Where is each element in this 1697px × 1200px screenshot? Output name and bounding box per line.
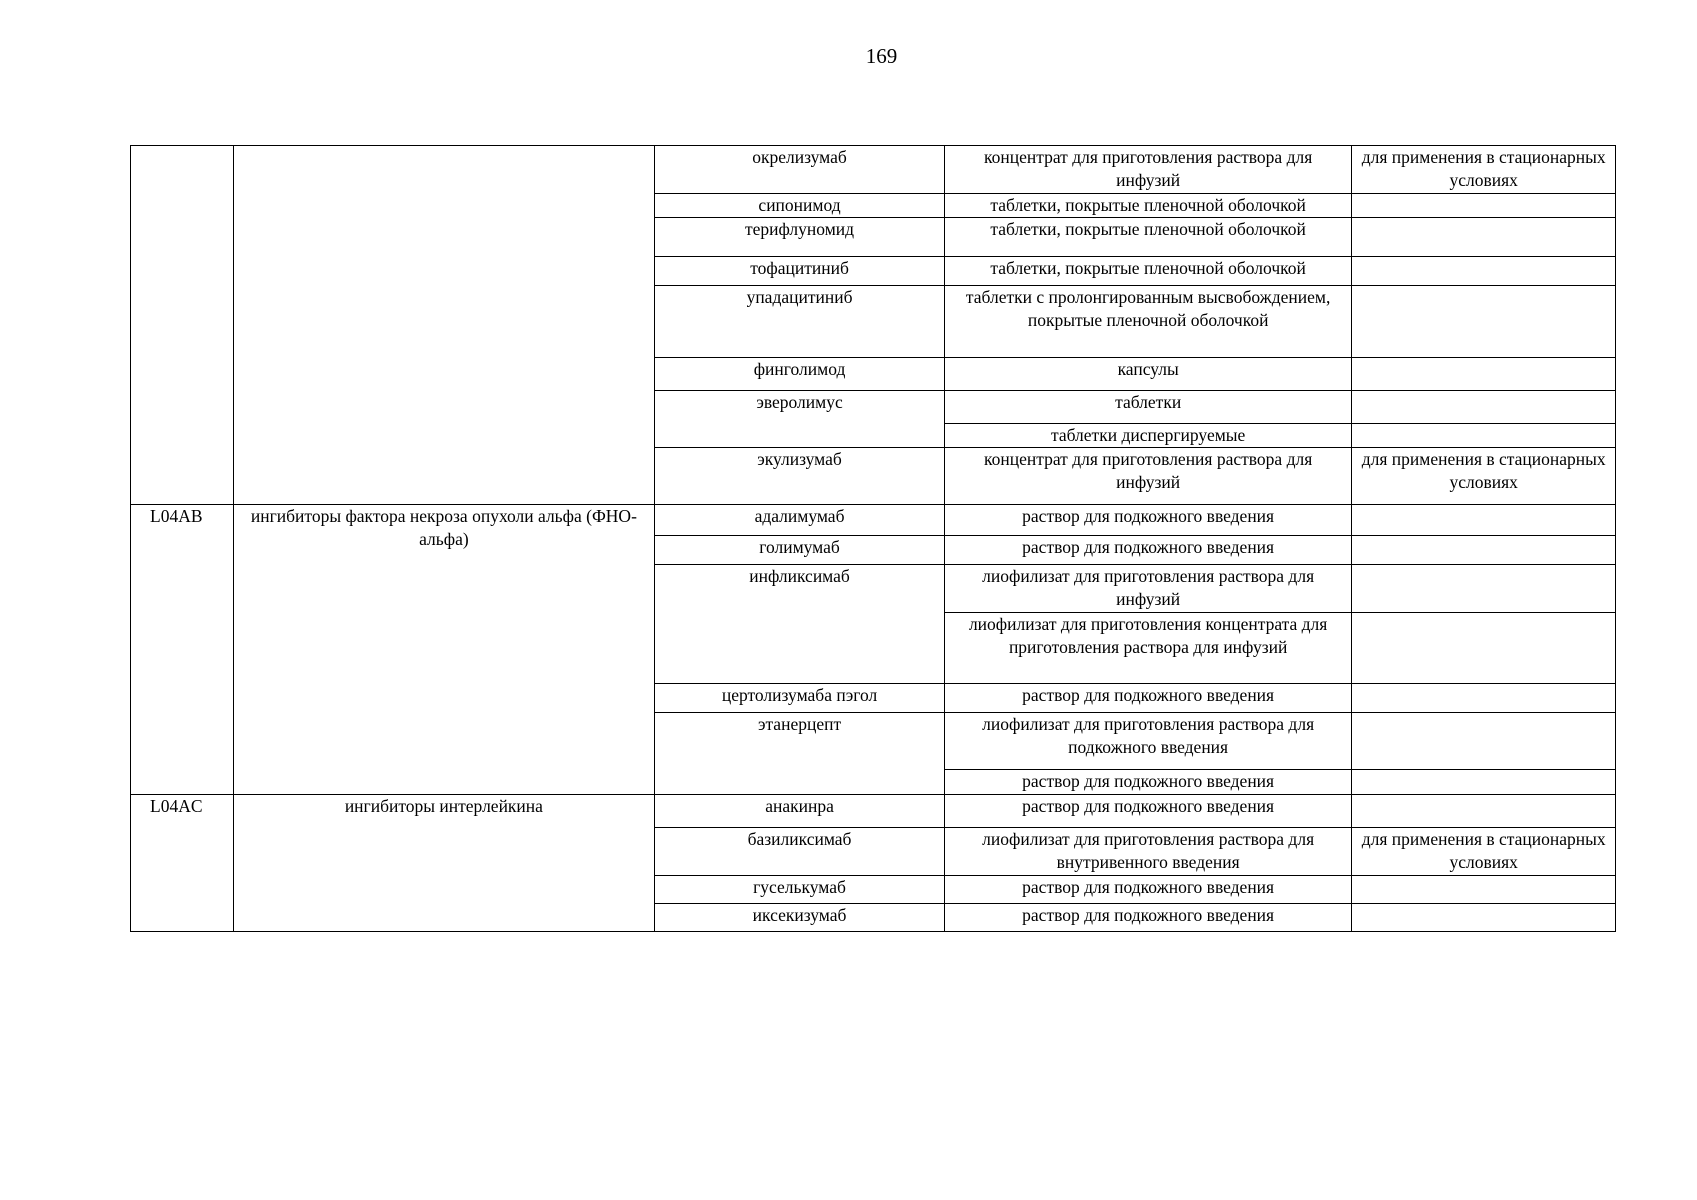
dosage-form: раствор для подкожного введения xyxy=(944,904,1351,932)
usage-condition: для применения в стационарных условиях xyxy=(1352,448,1616,505)
atc-code-cell xyxy=(131,146,234,505)
drug-name: финголимод xyxy=(655,358,945,391)
usage-condition xyxy=(1352,218,1616,257)
atc-code-cell: L04AC xyxy=(131,795,234,932)
drug-table xyxy=(130,145,1616,932)
usage-condition: для применения в стационарных условиях xyxy=(1352,146,1616,194)
usage-condition xyxy=(1352,904,1616,932)
dosage-form: раствор для подкожного введения xyxy=(944,770,1351,795)
dosage-form: раствор для подкожного введения xyxy=(944,536,1351,565)
drug-name: голимумаб xyxy=(655,536,945,565)
dosage-form: лиофилизат для приготовления раствора для инфузий xyxy=(944,565,1351,613)
usage-condition xyxy=(1352,505,1616,536)
dosage-form: раствор для подкожного введения xyxy=(944,876,1351,904)
drug-name: иксекизумаб xyxy=(655,904,945,932)
drug-name: гуселькумаб xyxy=(655,876,945,904)
usage-condition xyxy=(1352,713,1616,770)
table-row xyxy=(131,505,1616,536)
usage-condition xyxy=(1352,194,1616,218)
drug-name: тофацитиниб xyxy=(655,257,945,286)
drug-name: цертолизумаба пэгол xyxy=(655,684,945,713)
group-name-cell xyxy=(233,146,655,505)
table-row xyxy=(131,795,1616,828)
dosage-form: раствор для подкожного введения xyxy=(944,795,1351,828)
drug-name: этанерцепт xyxy=(655,713,945,795)
usage-condition xyxy=(1352,795,1616,828)
dosage-form: таблетки, покрытые пленочной оболочкой xyxy=(944,194,1351,218)
drug-name: окрелизумаб xyxy=(655,146,945,194)
dosage-form: лиофилизат для приготовления концентрата для приготовления раствора для инфузий xyxy=(944,613,1351,684)
dosage-form: концентрат для приготовления раствора для инфузий xyxy=(944,448,1351,505)
drug-name: базиликсимаб xyxy=(655,828,945,876)
group-name-cell: ингибиторы интерлейкина xyxy=(233,795,655,932)
drug-name: эверолимус xyxy=(655,391,945,448)
dosage-form: раствор для подкожного введения xyxy=(944,684,1351,713)
drug-name: анакинра xyxy=(655,795,945,828)
dosage-form: таблетки, покрытые пленочной оболочкой xyxy=(944,257,1351,286)
dosage-form: раствор для подкожного введения xyxy=(944,505,1351,536)
dosage-form: лиофилизат для приготовления раствора для внутривенного введения xyxy=(944,828,1351,876)
drug-name: инфликсимаб xyxy=(655,565,945,684)
usage-condition xyxy=(1352,565,1616,613)
dosage-form: таблетки xyxy=(944,391,1351,424)
usage-condition xyxy=(1352,257,1616,286)
drug-name: адалимумаб xyxy=(655,505,945,536)
usage-condition xyxy=(1352,770,1616,795)
usage-condition xyxy=(1352,286,1616,358)
usage-condition xyxy=(1352,424,1616,448)
dosage-form: таблетки диспергируемые xyxy=(944,424,1351,448)
usage-condition xyxy=(1352,536,1616,565)
dosage-form: концентрат для приготовления раствора для инфузий xyxy=(944,146,1351,194)
dosage-form: таблетки с пролонгированным высвобождением, покрытые пленочной оболочкой xyxy=(944,286,1351,358)
dosage-form: капсулы xyxy=(944,358,1351,391)
table-row xyxy=(131,146,1616,194)
page-number: 169 xyxy=(865,44,898,68)
usage-condition xyxy=(1352,391,1616,424)
drug-name: сипонимод xyxy=(655,194,945,218)
usage-condition xyxy=(1352,876,1616,904)
usage-condition xyxy=(1352,613,1616,684)
drug-name: упадацитиниб xyxy=(655,286,945,358)
drug-name: экулизумаб xyxy=(655,448,945,505)
usage-condition: для применения в стационарных условиях xyxy=(1352,828,1616,876)
dosage-form: лиофилизат для приготовления раствора для подкожного введения xyxy=(944,713,1351,770)
usage-condition xyxy=(1352,684,1616,713)
usage-condition xyxy=(1352,358,1616,391)
group-name-cell: ингибиторы фактора некроза опухоли альфа (ФНО-альфа) xyxy=(233,505,655,795)
drug-name: терифлуномид xyxy=(655,218,945,257)
dosage-form: таблетки, покрытые пленочной оболочкой xyxy=(944,218,1351,257)
atc-code-cell: L04AB xyxy=(131,505,234,795)
